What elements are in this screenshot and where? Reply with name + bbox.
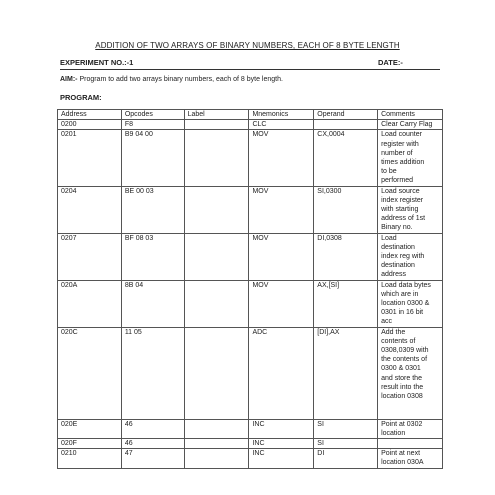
cell-mnemonic: CLC xyxy=(249,120,314,130)
cell-mnemonic: INC xyxy=(249,449,314,468)
cell-operand: DI xyxy=(314,449,378,468)
table-row xyxy=(58,439,443,449)
table-row xyxy=(58,186,443,233)
cell-comment: Clear Carry Flag xyxy=(378,120,443,130)
cell-opcode: 8B 04 xyxy=(121,280,184,327)
cell-label xyxy=(184,120,249,130)
cell-comment: Load data bytes which are in location 0300 & 0301 in 16 bit acc xyxy=(378,280,443,327)
table-row xyxy=(58,130,443,186)
cell-opcode: BF 08 03 xyxy=(121,233,184,280)
cell-comment xyxy=(378,439,443,449)
table-row xyxy=(58,280,443,327)
cell-address: 0204 xyxy=(58,186,122,233)
cell-mnemonic: INC xyxy=(249,439,314,449)
experiment-number: EXPERIMENT NO.:-1 xyxy=(60,58,134,67)
cell-address: 020C xyxy=(58,327,122,419)
cell-mnemonic: MOV xyxy=(249,280,314,327)
header-label: Label xyxy=(184,110,249,120)
table-row xyxy=(58,419,443,438)
cell-label xyxy=(184,439,249,449)
header-mnemonics: Mnemonics xyxy=(249,110,314,120)
cell-operand: AX,[SI] xyxy=(314,280,378,327)
cell-mnemonic: ADC xyxy=(249,327,314,419)
cell-label xyxy=(184,130,249,186)
cell-opcode: 46 xyxy=(121,419,184,438)
cell-comment: Load destination index reg with destination address xyxy=(378,233,443,280)
program-table xyxy=(57,109,443,469)
cell-operand: SI xyxy=(314,419,378,438)
table-row xyxy=(58,120,443,130)
cell-opcode: B9 04 00 xyxy=(121,130,184,186)
cell-operand: CX,0004 xyxy=(314,130,378,186)
cell-address: 020A xyxy=(58,280,122,327)
cell-label xyxy=(184,186,249,233)
header-comments: Comments xyxy=(378,110,443,120)
cell-comment: Point at 0302 location xyxy=(378,419,443,438)
cell-comment: Load source index register with starting address of 1st Binary no. xyxy=(378,186,443,233)
cell-address: 020E xyxy=(58,419,122,438)
cell-label xyxy=(184,280,249,327)
cell-operand: SI xyxy=(314,439,378,449)
cell-address: 0210 xyxy=(58,449,122,468)
cell-opcode: BE 00 03 xyxy=(121,186,184,233)
header-opcodes: Opcodes xyxy=(121,110,184,120)
cell-mnemonic: INC xyxy=(249,419,314,438)
cell-address: 0207 xyxy=(58,233,122,280)
cell-operand xyxy=(314,120,378,130)
cell-operand: DI,0308 xyxy=(314,233,378,280)
cell-operand: [DI],AX xyxy=(314,327,378,419)
aim-text: Program to add two arrays binary numbers, each of 8 byte length. xyxy=(77,76,283,83)
cell-address: 0200 xyxy=(58,120,122,130)
cell-operand: SI,0300 xyxy=(314,186,378,233)
cell-comment: Point at next location 030A xyxy=(378,449,443,468)
cell-mnemonic: MOV xyxy=(249,233,314,280)
cell-comment: Add the contents of 0308,0309 with the contents of 0300 & 0301 and store the result into the location 0308 xyxy=(378,327,443,419)
cell-label xyxy=(184,233,249,280)
cell-opcode: 11 05 xyxy=(121,327,184,419)
cell-opcode: F8 xyxy=(121,120,184,130)
header-address: Address xyxy=(58,110,122,120)
program-label: PROGRAM: xyxy=(60,93,102,102)
cell-mnemonic: MOV xyxy=(249,130,314,186)
table-row xyxy=(58,327,443,419)
cell-opcode: 46 xyxy=(121,439,184,449)
experiment-header xyxy=(60,58,440,70)
cell-comment: Load counter register with number of times addition to be performed xyxy=(378,130,443,186)
aim-label: AIM:- xyxy=(60,76,78,83)
table-row xyxy=(58,233,443,280)
cell-address: 0201 xyxy=(58,130,122,186)
cell-label xyxy=(184,327,249,419)
cell-mnemonic: MOV xyxy=(249,186,314,233)
table-header-row xyxy=(58,110,443,120)
cell-label xyxy=(184,419,249,438)
date-label: DATE:- xyxy=(378,58,403,67)
document-title: ADDITION OF TWO ARRAYS OF BINARY NUMBERS, EACH OF 8 BYTE LENGTH xyxy=(95,41,400,50)
table-row xyxy=(58,449,443,468)
cell-label xyxy=(184,449,249,468)
cell-opcode: 47 xyxy=(121,449,184,468)
aim-statement xyxy=(60,76,283,83)
header-operand: Operand xyxy=(314,110,378,120)
cell-address: 020F xyxy=(58,439,122,449)
